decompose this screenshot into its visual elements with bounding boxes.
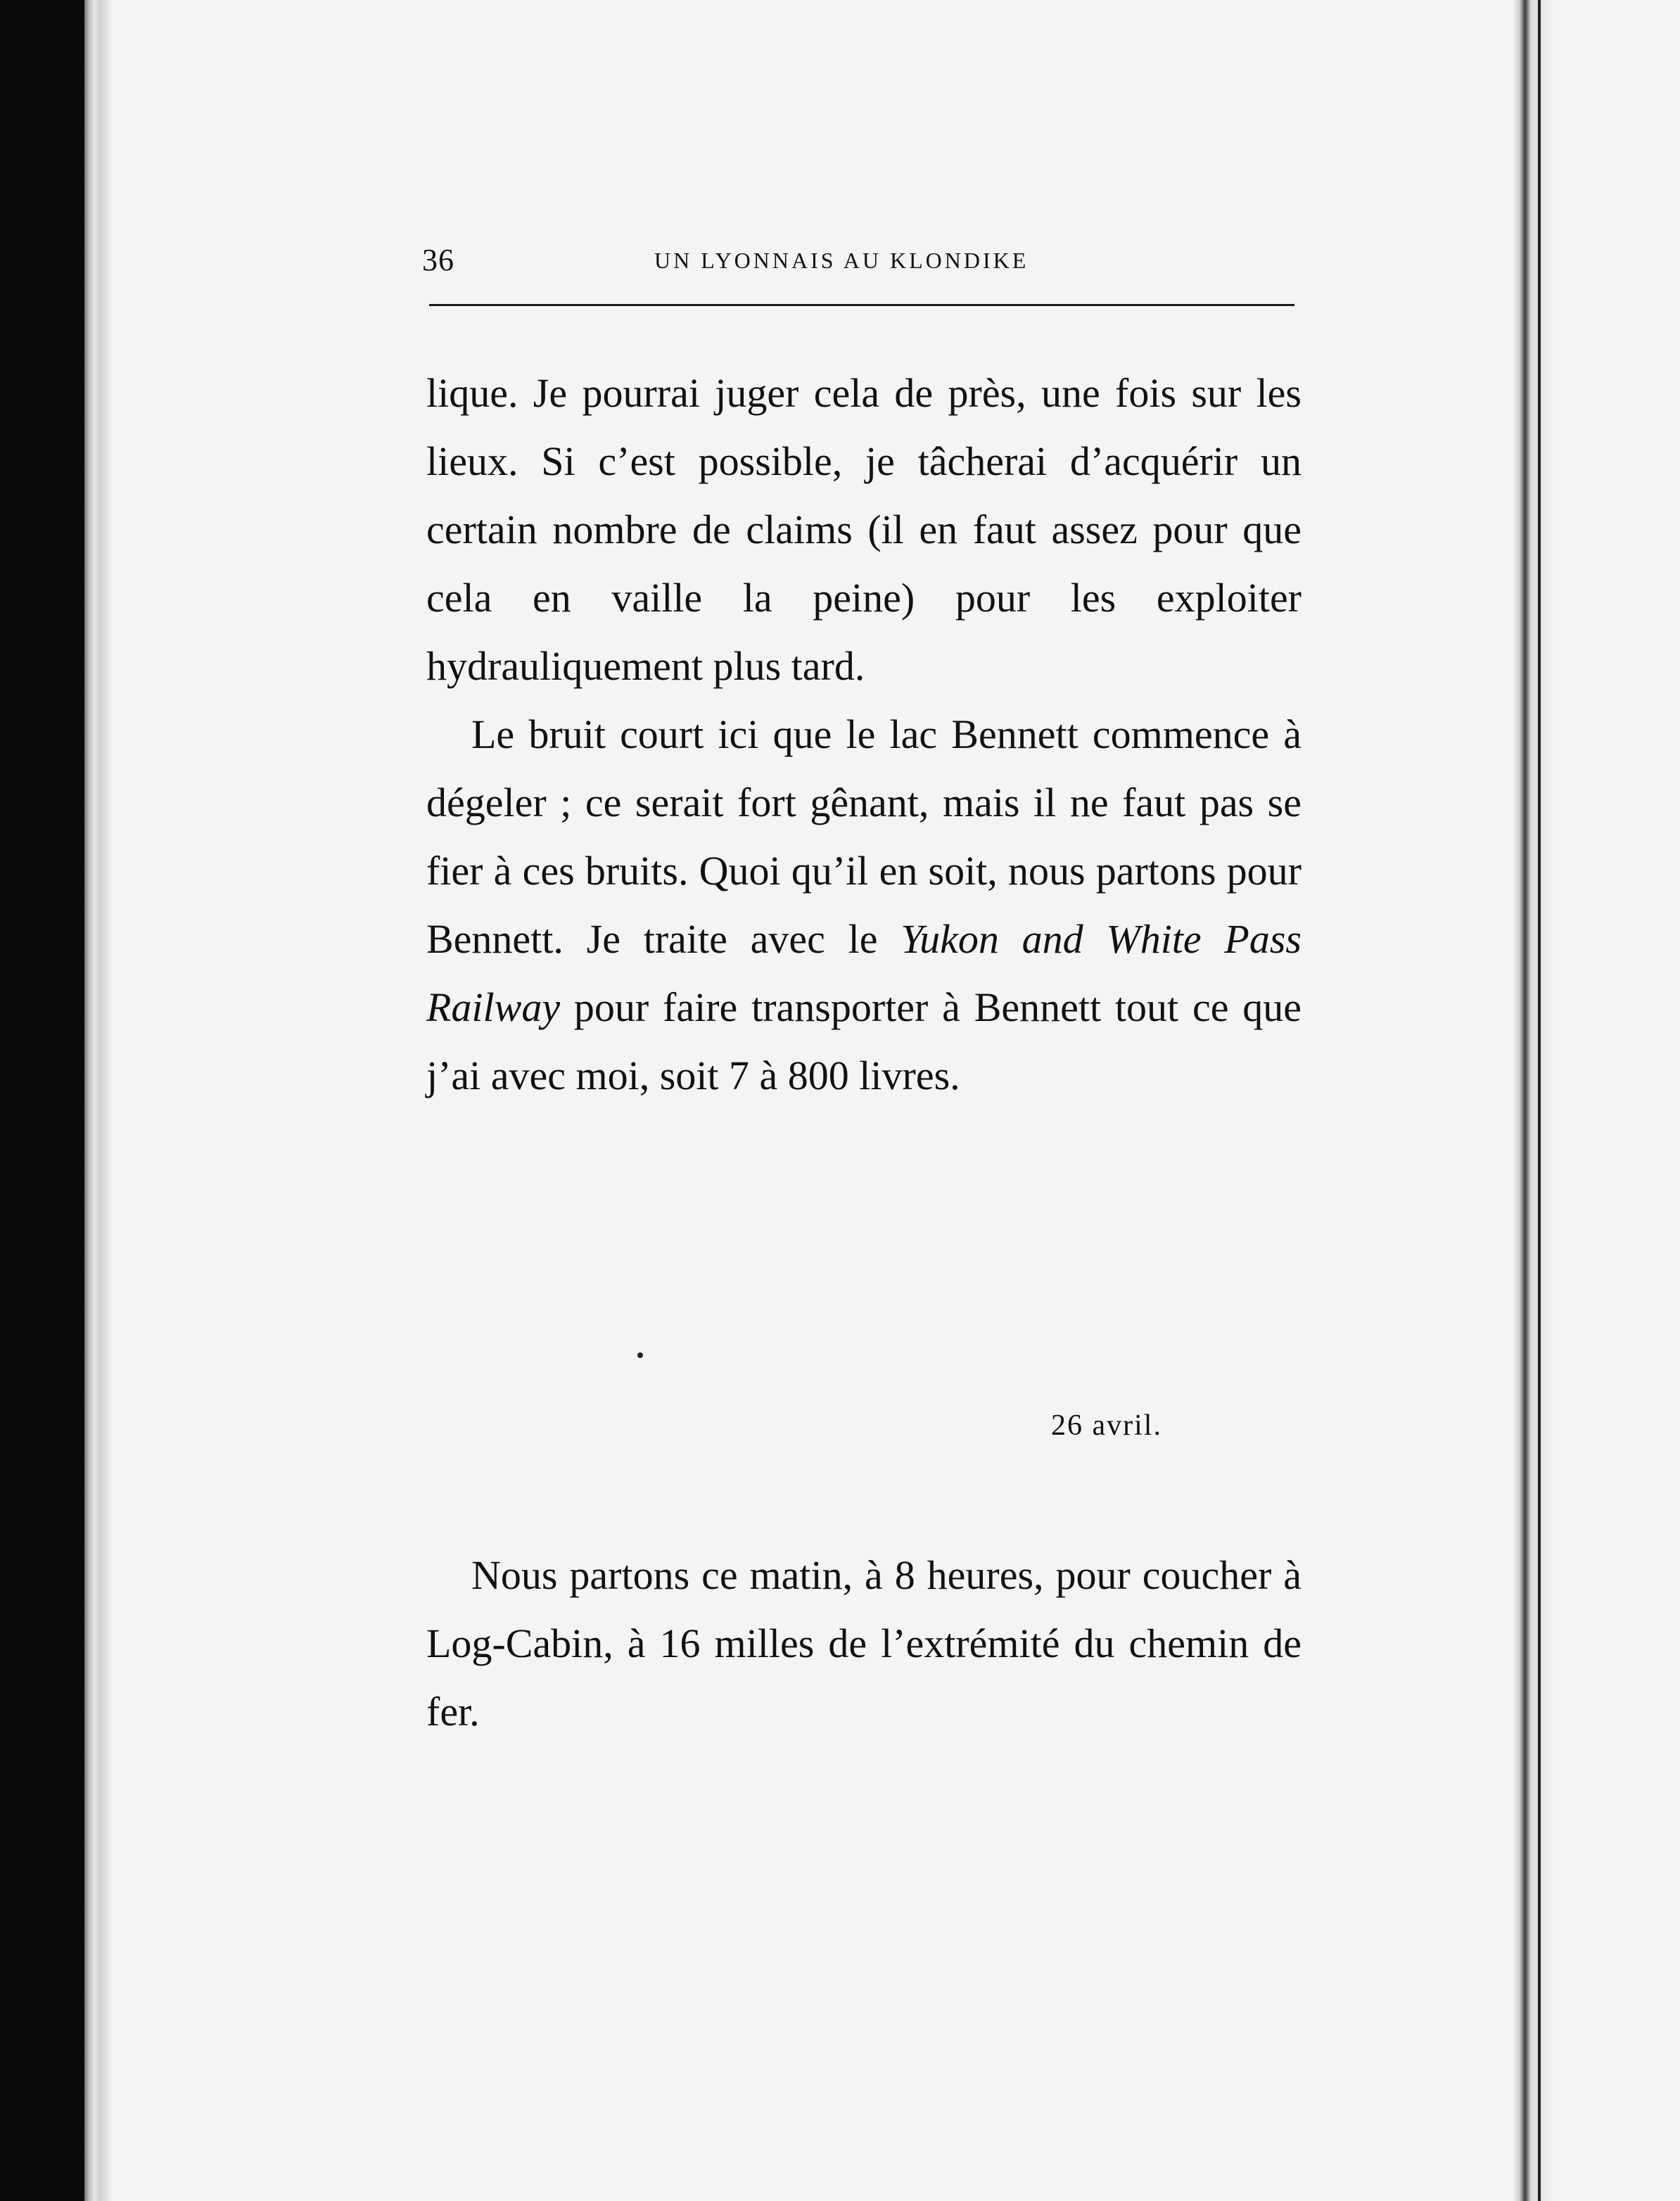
page-header xyxy=(422,242,1294,284)
railway-name: Yukon and White Pass Railway xyxy=(426,916,1302,1030)
header-rule xyxy=(429,304,1294,306)
dateline: 26 avril. xyxy=(1051,1409,1162,1442)
page-number: 36 xyxy=(422,243,454,277)
paragraph-2 xyxy=(426,700,1302,1110)
page-gutter xyxy=(1513,0,1555,2201)
paragraph-2-text-start: Le bruit court ici que le lac Bennett commence à dégeler ; ce serait fort gênant, mais il ne faut pas se fier à ces bruits. Quoi qu’il en soit, nous partons pour Bennett. Je traite avec le xyxy=(426,711,1302,962)
page-edge-left xyxy=(84,0,113,2201)
adjacent-page-edge xyxy=(1555,0,1680,2201)
paragraph-2-text-end: pour faire transporter à Bennett tout ce que j’ai avec moi, soit 7 à 800 livres. xyxy=(426,984,1302,1098)
binding-fold-line xyxy=(1538,0,1541,2201)
running-title: UN LYONNAIS AU KLONDIKE xyxy=(654,248,1029,273)
print-speck xyxy=(637,1352,643,1358)
paragraph-1: lique. Je pourrai juger cela de près, une fois sur les lieux. Si c’est possible, je tâcherai d’acquérir un certain nombre de claims (il en faut assez pour que cela en vaille la peine) pour les exploiter hydrauliquement plus tard. xyxy=(426,370,1302,689)
paragraph-3: Nous partons ce matin, à 8 heures, pour coucher à Log-Cabin, à 16 milles de l’extrémité du chemin de fer. xyxy=(426,1552,1302,1734)
body-text xyxy=(426,359,1302,1110)
final-text-block xyxy=(426,1541,1302,1746)
